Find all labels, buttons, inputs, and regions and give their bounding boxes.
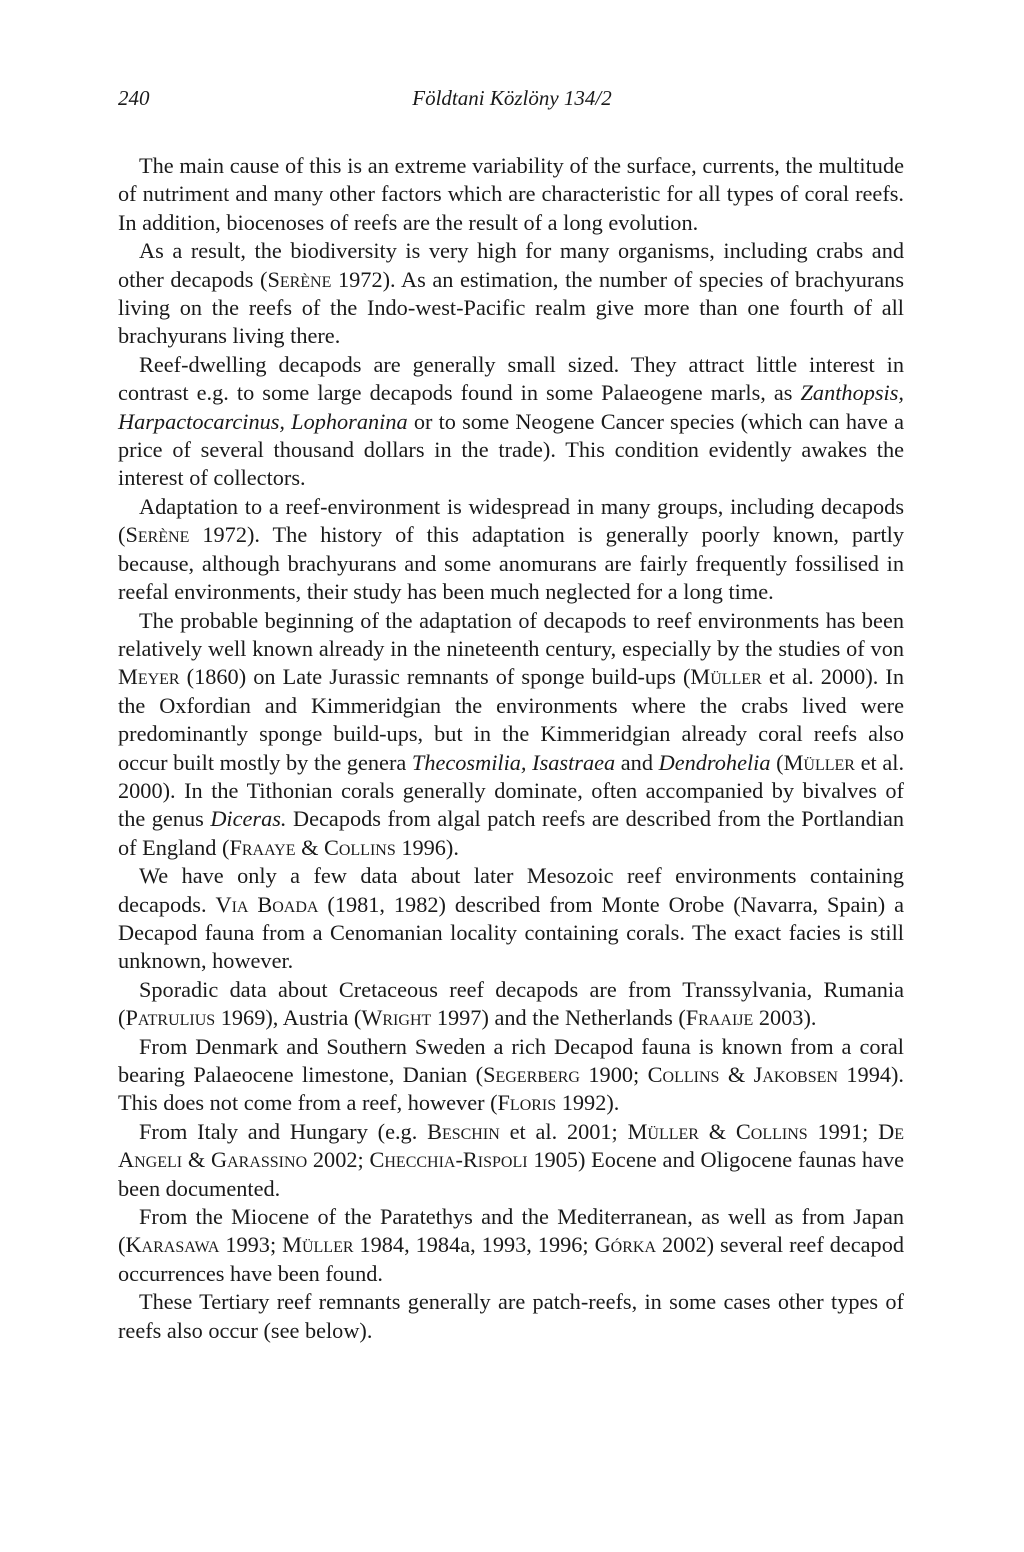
author-citation: Müller & Collins (627, 1118, 808, 1144)
author-citation: Checchia-Rispoli (369, 1147, 528, 1173)
genus-names: Zanthopsis, Harpactocarcinus, Lophoranina (118, 380, 904, 434)
author-citation: Serène (125, 522, 190, 548)
paragraph-1: The main cause of this is an extreme variability of the surface, currents, the multitude of nutriment and many other factors which are characteristic for all types of coral reefs. In addition, biocenoses of reefs are the result of a long evolution. (118, 153, 904, 235)
journal-title: Földtani Közlöny 134/2 (412, 86, 612, 110)
author-citation: Fraaije (685, 1005, 754, 1031)
author-citation: Patrulius (125, 1005, 216, 1031)
genus-name: Dendrohelia (658, 749, 771, 775)
author-citation: Górka (594, 1232, 657, 1258)
paragraph-5: The probable beginning of the adaptation of decapods to reef environments has been relatively well known already in the nineteenth century, especially by the studies of von Meyer (1860) on Late Jurassic remnants of sponge build-ups (Müller et al. 2000). In the Oxfordian and Kimmeridgian the environments where the crabs lived were predominantly sponge build-ups, but in the Kimmeridgian already coral reefs also occur built mostly by the genera Thecosmilia, Isastraea and Dendrohelia (Müller et al. 2000). In the Tithonian corals generally dominate, often accompanied by bivalves of the genus Diceras. Decapods from algal patch reefs are described from the Portlandian of England (Fraaye & Collins 1996). (118, 607, 905, 860)
page-number: 240 (118, 86, 150, 110)
author-citation: Müller (282, 1232, 354, 1258)
paragraph-8: From Denmark and Southern Sweden a rich Decapod fauna is known from a coral bearing Palaeocene limestone, Danian (Segerberg 1900; Collins & Jakobsen 1994). This does not come from a reef, however (Floris 1992). (118, 1033, 904, 1116)
author-citation: De Angeli & Garassino (118, 1118, 905, 1173)
author-citation: Segerberg (483, 1062, 580, 1087)
genus-names: Thecosmilia, Isastraea (411, 749, 616, 775)
article-body (118, 152, 904, 1345)
author-citation: Beschin (427, 1118, 500, 1144)
author-citation: Wright (361, 1005, 432, 1031)
paragraph-4: Adaptation to a reef-environment is widespread in many groups, including decapods (Serène 1972). The history of this adaptation is generally poorly known, partly because, although brachyurans and some anomurans are fairly frequently fossilised in reefal environments, their study has been much neglected for a long time. (118, 493, 904, 605)
paragraph-10: From the Miocene of the Paratethys and the Mediterranean, as well as from Japan (Karasawa 1993; Müller 1984, 1984a, 1993, 1996; Górka 2002) several reef decapod occurrences have been found. (118, 1204, 905, 1286)
author-citation: Karasawa (125, 1232, 220, 1258)
paragraph-9: From Italy and Hungary (e.g. Beschin et al. 2001; Müller & Collins 1991; De Angeli & Garassino 2002; Checchia-Rispoli 1905) Eocene and Oligocene faunas have been documented. (118, 1118, 905, 1201)
author-citation: Floris (497, 1090, 557, 1116)
author-citation: Via Boada (215, 891, 319, 917)
running-head (118, 86, 906, 120)
paragraph-6: We have only a few data about later Mesozoic reef environments containing decapods. Via Boada (1981, 1982) described from Monte Orobe (Navarra, Spain) a Decapod fauna from a Cenomanian locality containing corals. The exact facies is still unknown, however. (118, 863, 904, 974)
paragraph-2: As a result, the biodiversity is very high for many organisms, including crabs and other decapods (Serène 1972). As an estimation, the number of species of brachyurans living on the reefs of the Indo-west-Pacific realm give more than one fourth of all brachyurans living there. (118, 238, 905, 349)
genus-name: Diceras. (210, 806, 287, 832)
author-citation: Meyer (118, 664, 180, 690)
author-citation: Müller (783, 749, 855, 775)
author-citation: Fraaye & Collins (229, 834, 396, 860)
paragraph-11: These Tertiary reef remnants generally are patch-reefs, in some cases other types of reefs also occur (see below). (118, 1289, 904, 1343)
author-citation: Serène (267, 266, 332, 292)
paragraph-7: Sporadic data about Cretaceous reef decapods are from Transsylvania, Rumania (Patrulius 1969), Austria (Wright 1997) and the Netherlands (Fraaije 2003). (118, 976, 904, 1031)
paragraph-3: Reef-dwelling decapods are generally small sized. They attract little interest in contrast e.g. to some large decapods found in some Palaeogene marls, as Zanthopsis, Harpactocarcinus, Lophoranina or to some Neogene Cancer species (which can have a price of several thousand dollars in the trade). This condition evidently awakes the interest of collectors. (118, 351, 904, 491)
author-citation: Collins & Jakobsen (647, 1062, 838, 1087)
author-citation: Müller (690, 664, 762, 690)
